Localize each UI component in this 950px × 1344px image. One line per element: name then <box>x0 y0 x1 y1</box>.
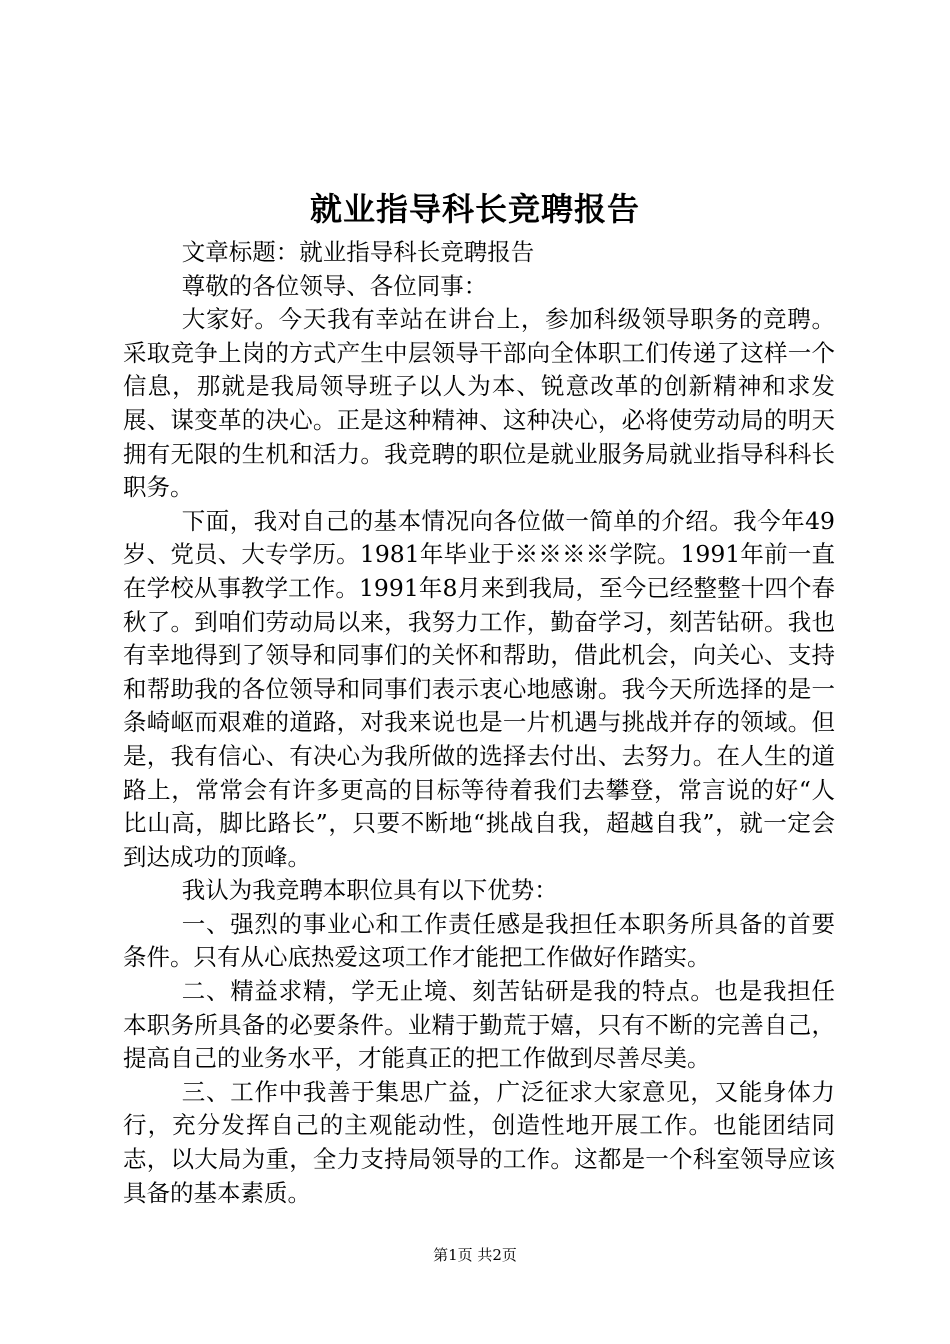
document-body <box>123 236 835 1210</box>
page-total: 共2页 <box>477 1246 517 1264</box>
page-number: 第1页 <box>433 1246 473 1264</box>
paragraph-advantages-lead: 我认为我竞聘本职位具有以下优势： <box>181 876 558 905</box>
paragraph-advantage-1: 一、强烈的事业心和工作责任感是我担任本职务所具备的首要条件。只有从心底热爱这项工作才能把工作做好作踏实。 <box>123 909 835 972</box>
document-title: 就业指导科长竞聘报告 <box>309 190 640 228</box>
paragraph-advantage-3: 三、工作中我善于集思广益，广泛征求大家意见，又能身体力行，充分发挥自己的主观能动性，创造性地开展工作。也能团结同志，以大局为重，全力支持局领导的工作。这都是一个科室领导应该具备的基本素质。 <box>123 1077 835 1207</box>
article-title-line: 文章标题：就业指导科长竞聘报告 <box>181 238 535 266</box>
salutation: 尊敬的各位领导、各位同事： <box>181 271 488 300</box>
page-footer <box>0 1244 950 1266</box>
paragraph-intro: 大家好。今天我有幸站在讲台上，参加科级领导职务的竞聘。采取竞争上岗的方式产生中层领导干部向全体职工们传递了这样一个信息，那就是我局领导班子以人为本、锐意改革的创新精神和求发展、谋变革的决心。正是这种精神、这种决心，必将使劳动局的明天拥有无限的生机和活力。我竞聘的职位是就业服务局就业指导科科长职务。 <box>123 305 835 502</box>
paragraph-advantage-2: 二、精益求精，学无止境、刻苦钻研是我的特点。也是我担任本职务所具备的必要条件。业精于勤荒于嬉，只有不断的完善自己，提高自己的业务水平，才能真正的把工作做到尽善尽美。 <box>123 977 835 1073</box>
paragraph-background: 下面，我对自己的基本情况向各位做一简单的介绍。我今年49岁、党员、大专学历。1981年毕业于※※※※学院。1991年前一直在学校从事教学工作。1991年8月来到我局，至今已经整整十四个春秋了。到咱们劳动局以来，我努力工作，勤奋学习，刻苦钻研。我也有幸地得到了领导和同事们的关怀和帮助，借此机会，向关心、支持和帮助我的各位领导和同事们表示衷心地感谢。我今天所选择的是一条崎岖而艰难的道路，对我来说也是一片机遇与挑战并存的领域。但是，我有信心、有决心为我所做的选择去付出、去努力。在人生的道路上，常常会有许多更高的目标等待着我们去攀登，常言说的好“人比山高，脚比路长”，只要不断地“挑战自我，超越自我”，就一定会到达成功的顶峰。 <box>123 506 835 871</box>
